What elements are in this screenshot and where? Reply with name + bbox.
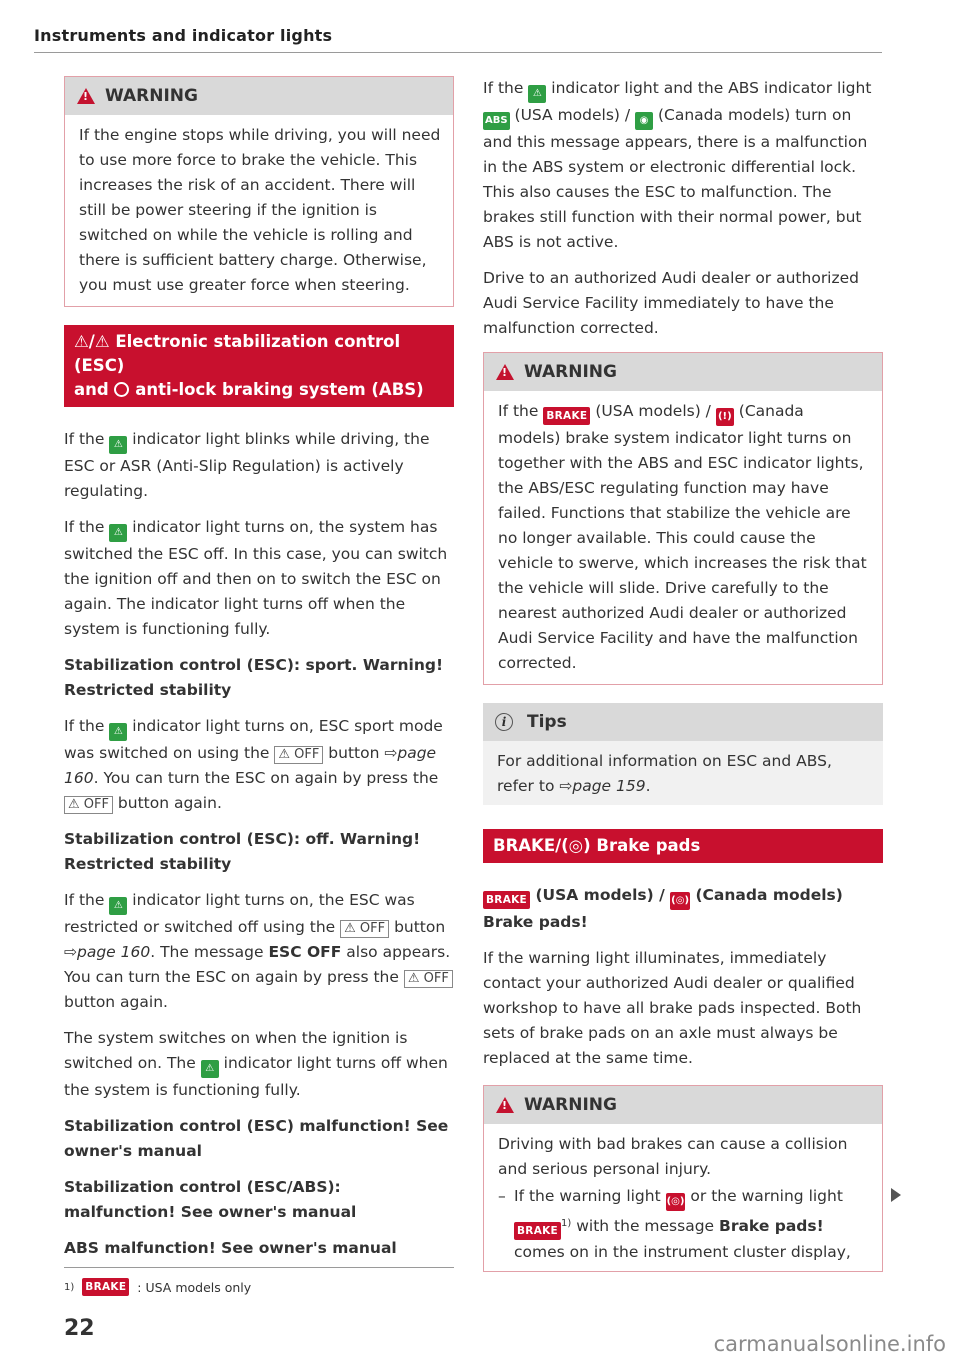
warning-text: If the engine stops while driving, you will need to use more force to brake the vehicle. This increases the risk of an accident. There will still be power steering if the ignition is switched on while the vehicle is rolling and there is sufficient battery charge. Otherwise, you must use greater force when steering. bbox=[79, 126, 441, 294]
warning-triangle-icon bbox=[77, 88, 95, 104]
abs-canada-indicator-icon: ◉ bbox=[635, 112, 653, 130]
warning-body bbox=[65, 115, 453, 306]
brake-pads-canada-indicator-icon: (◎) bbox=[670, 892, 690, 910]
info-icon: i bbox=[495, 713, 513, 731]
page-number: 22 bbox=[64, 1316, 95, 1341]
brake-usa-indicator-icon: BRAKE bbox=[483, 891, 530, 909]
warning-heading: WARNING bbox=[524, 1095, 617, 1115]
section-title: Brake pads bbox=[596, 836, 701, 855]
warning-text: Driving with bad brakes can cause a collision and serious personal injury. bbox=[498, 1135, 848, 1178]
tips-heading: Tips bbox=[527, 712, 567, 732]
subheading-esc-malfunction: Stabilization control (ESC) malfunction! See owner's manual bbox=[64, 1117, 449, 1160]
warning-box-bad-brakes bbox=[483, 1085, 883, 1272]
page-reference-link[interactable]: ⇨page 160 bbox=[64, 943, 151, 961]
footnote: 1) BRAKE : USA models only bbox=[64, 1279, 252, 1295]
footnote-rule bbox=[64, 1267, 454, 1268]
section-title-brake-pads bbox=[483, 829, 883, 863]
tips-header bbox=[483, 703, 883, 741]
warning-body bbox=[484, 391, 882, 684]
header-title: Instruments and indicator lights bbox=[34, 26, 333, 45]
brake-usa-indicator-icon: BRAKE bbox=[514, 1222, 561, 1240]
brake-usa-indicator-icon: BRAKE bbox=[543, 407, 590, 425]
page-reference-link[interactable]: ⇨page 159 bbox=[559, 777, 646, 795]
section-title-line1: Electronic stabilization control (ESC) bbox=[74, 332, 401, 375]
brake-pads-canada-indicator-icon: (◎) bbox=[666, 1193, 686, 1211]
warning-box-brake-system bbox=[483, 352, 883, 685]
esc-off-indicator-icon: ⚠ bbox=[109, 723, 127, 741]
section-title-esc-abs bbox=[64, 325, 454, 407]
warning-heading: WARNING bbox=[524, 362, 617, 382]
esc-off-button-label: ⚠ OFF bbox=[340, 920, 389, 938]
esc-off-button-label: ⚠ OFF bbox=[274, 746, 323, 764]
esc-section-icons: ⚠/⚠ bbox=[74, 332, 110, 351]
page-header bbox=[34, 26, 882, 45]
paragraph-esc-sport: If the ⚠ indicator light turns on, ESC sport mode was switched on using the ⚠ OFF button ⇨page 160. You can turn the ESC on again by press the ⚠ OFF button again. bbox=[64, 717, 443, 812]
paragraph-esc-off: If the ⚠ indicator light turns on, the ESC was restricted or switched off using the ⚠ OFF button ⇨page 160. The message ESC OFF also appears. You can turn the ESC on again by press the ⚠ OFF button again. bbox=[64, 888, 454, 1015]
paragraph-abs-malfunction: If the ⚠ indicator light and the ABS indicator light ABS (USA models) / ◉ (Canada models) turn on and this message appears, there is a malfunction in the ABS system or electronic differential lock. This also causes the ESC to malfunction. The brakes still function with their normal power, but ABS is not active. bbox=[483, 79, 872, 251]
brake-usa-indicator-icon: BRAKE bbox=[82, 1278, 129, 1296]
left-column bbox=[64, 76, 454, 1272]
paragraph-system-switches-on: The system switches on when the ignition is switched on. The ⚠ indicator light turns off when the system is functioning fully. bbox=[64, 1029, 448, 1099]
abs-circle-icon bbox=[114, 382, 129, 397]
warning-box-engine bbox=[64, 76, 454, 307]
brake-pads-section-icons: BRAKE/(◎) bbox=[493, 836, 591, 855]
list-item: – If the warning light (◎) or the warning light BRAKE$^{1)}$ with the message Brake pads! comes on in the instrument cluster display, bbox=[498, 1187, 851, 1261]
tips-text: For additional information on ESC and ABS, refer to ⇨page 159. bbox=[497, 752, 832, 795]
esc-indicator-icon: ⚠ bbox=[528, 85, 546, 103]
right-column bbox=[483, 76, 883, 1290]
watermark: carmanualsonline.info bbox=[713, 1332, 946, 1356]
esc-off-indicator-icon: ⚠ bbox=[201, 1060, 219, 1078]
esc-off-button-label: ⚠ OFF bbox=[64, 796, 113, 814]
esc-off-indicator-icon: ⚠ bbox=[109, 897, 127, 915]
page-reference-link[interactable]: ⇨page 160 bbox=[64, 744, 437, 787]
section-title-line2: anti-lock braking system (ABS) bbox=[135, 380, 424, 399]
esc-off-button-label: ⚠ OFF bbox=[404, 970, 453, 988]
esc-indicator-icon: ⚠ bbox=[109, 524, 127, 542]
subheading-esc-abs-malfunction: Stabilization control (ESC/ABS): malfunction! See owner's manual bbox=[64, 1178, 357, 1221]
tips-box bbox=[483, 703, 883, 805]
warning-header bbox=[484, 353, 882, 391]
paragraph-drive-to-dealer: Drive to an authorized Audi dealer or authorized Audi Service Facility immediately to have the malfunction corrected. bbox=[483, 269, 860, 337]
tips-body bbox=[483, 741, 883, 805]
warning-heading: WARNING bbox=[105, 86, 198, 106]
warning-body bbox=[484, 1124, 882, 1271]
warning-triangle-icon bbox=[496, 364, 514, 380]
continue-arrow-icon bbox=[891, 1188, 901, 1202]
paragraph-esc-on: If the ⚠ indicator light turns on, the system has switched the ESC off. In this case, you can switch the ignition off and then on to switch the ESC on again. The indicator light turns off when the system is functioning fully. bbox=[64, 518, 448, 638]
abs-usa-indicator-icon: ABS bbox=[483, 112, 510, 130]
header-rule bbox=[34, 52, 882, 53]
warning-header bbox=[65, 77, 453, 115]
paragraph-brake-pads: If the warning light illuminates, immediately contact your authorized Audi dealer or qualified workshop to have all brake pads inspected. Both sets of brake pads on an axle must always be replaced at the same time. bbox=[483, 949, 862, 1067]
warning-triangle-icon bbox=[496, 1097, 514, 1113]
esc-indicator-icon: ⚠ bbox=[109, 436, 127, 454]
subheading-abs-malfunction: ABS malfunction! See owner's manual bbox=[64, 1239, 397, 1257]
brake-canada-indicator-icon: (!) bbox=[716, 408, 734, 426]
subheading-esc-sport: Stabilization control (ESC): sport. Warning! Restricted stability bbox=[64, 656, 444, 699]
subheading-brake-pads: BRAKE (USA models) / (◎) (Canada models) Brake pads! bbox=[483, 886, 843, 931]
subheading-esc-off: Stabilization control (ESC): off. Warning! Restricted stability bbox=[64, 830, 421, 873]
section-and: and bbox=[74, 380, 109, 399]
paragraph-esc-blinks: If the ⚠ indicator light blinks while driving, the ESC or ASR (Anti-Slip Regulation) is actively regulating. bbox=[64, 430, 430, 500]
warning-header bbox=[484, 1086, 882, 1124]
warning-text: If the BRAKE (USA models) / (!) (Canada models) brake system indicator light turns on together with the ABS and ESC indicator lights, the ABS/ESC regulating function may have failed. Functions that stabilize the vehicle are no longer available. This could cause the vehicle to swerve, which increases the risk that the vehicle will slide. Drive carefully to the nearest authorized Audi dealer or authorized Audi Service Facility and have the malfunction corrected. bbox=[498, 402, 867, 672]
